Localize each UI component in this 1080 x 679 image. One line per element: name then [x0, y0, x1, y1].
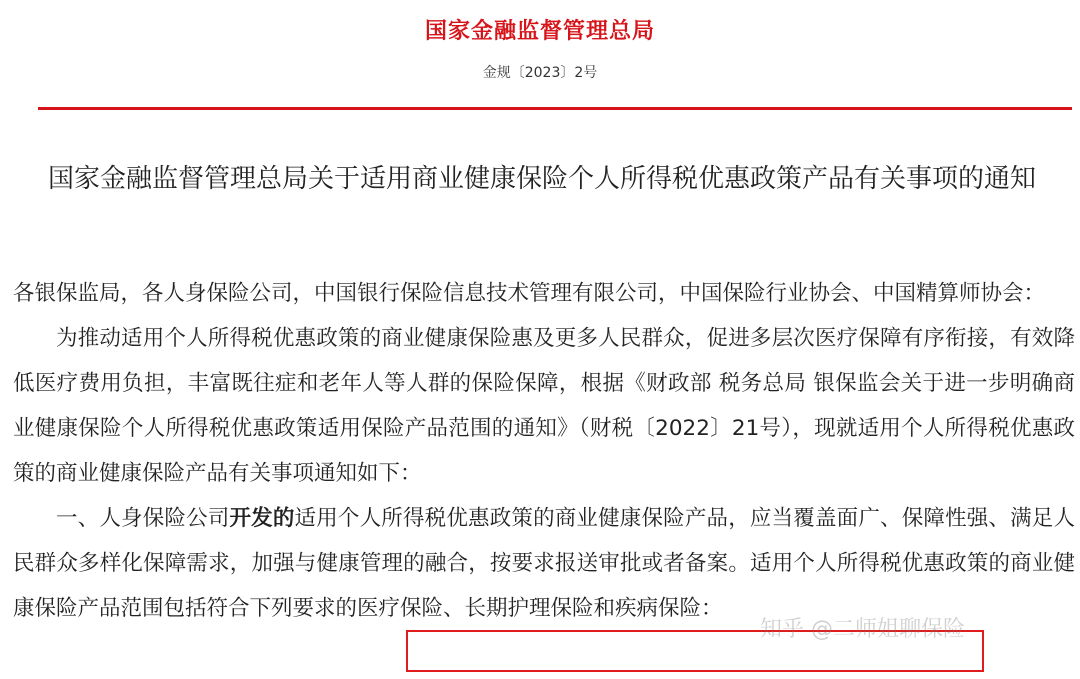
notice-title: 国家金融监督管理总局关于适用商业健康保险个人所得税优惠政策产品有关事项的通知: [47, 164, 1036, 194]
issuing-agency: 国家金融监督管理总局: [424, 19, 655, 44]
item-1-paragraph: [13, 496, 1075, 631]
item-1-text-a: 一、人身保险公司: [56, 506, 230, 531]
addressees: 各银保监局，各人身保险公司，中国银行保险信息技术管理有限公司，中国保险行业协会、中国精算师协会：: [13, 281, 1046, 306]
item-1-emphasis: 开发的: [229, 506, 295, 531]
intro-paragraph: 为推动适用个人所得税优惠政策的商业健康保险惠及更多人民群众，促进多层次医疗保障有序衔接，有效降低医疗费用负担，丰富既往症和老年人等人群的保险保障，根据《财政部 税务总局 银保监会关于进一步明确商业健康保险个人所得税优惠政策适用保险产品范围的通知》（财税〔2022〕21号），现就适用个人所得税优惠政策的商业健康保险产品有关事项通知如下：: [13, 326, 1075, 486]
header-divider: [38, 107, 1072, 110]
notice-body: [13, 271, 1075, 631]
document-number: 金规〔2023〕2号: [482, 65, 598, 81]
watermark: 知乎 @二师姐聊保险: [760, 617, 965, 642]
item-1-text-b: 适用个人所得税优惠政策的商业健康保险产品，应当覆盖面广、保障性强、满足人民群众多样化保障需求，加强与健康管理的融合，按要求报送审批或者备案。适用个人所得税优惠政策的商业健康保险产品范围包括符合下列要求的医疗保险、长期护理保险和疾病保险：: [13, 506, 1075, 621]
